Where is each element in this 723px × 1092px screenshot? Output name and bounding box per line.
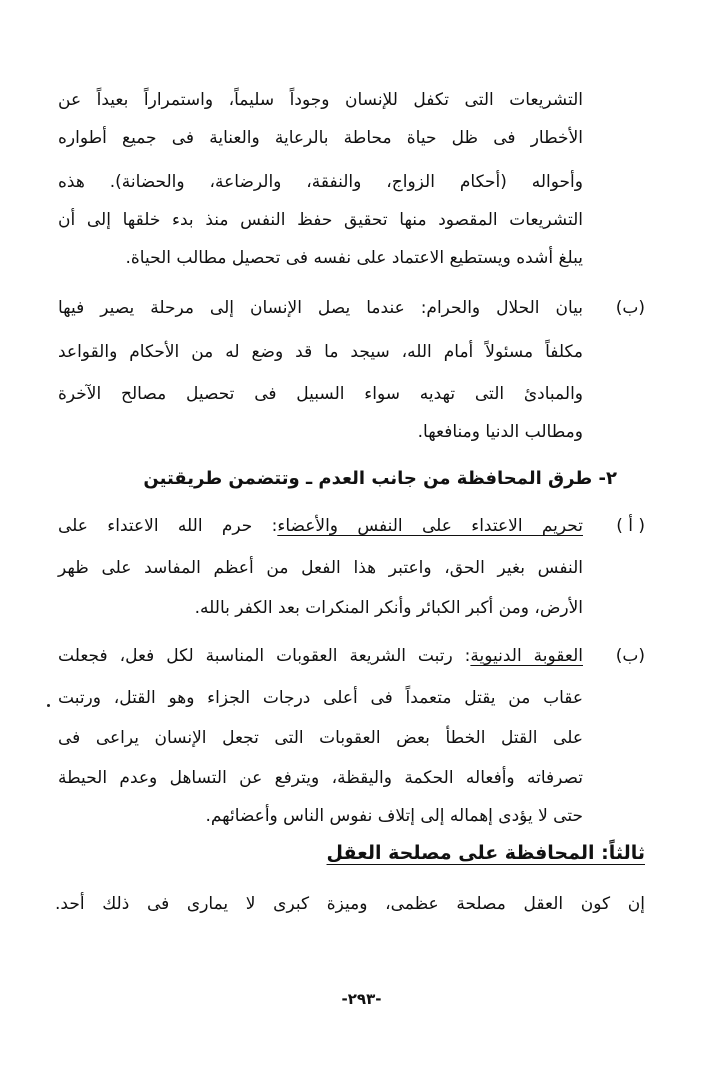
section-heading: ٢- طرق المحافظة من جانب العدم ـ وتتضمن طريقتين [143,468,617,489]
list-item-line: على القتل الخطأ بعض العقوبات التى تجعل الإنسان يراعى فى [58,728,583,748]
item-title-rest: : رتبت الشريعة العقوبات المناسبة لكل فعل، فجعلت [58,646,471,666]
scan-speck [47,704,50,707]
item-title: العقوبة الدنيوية [470,646,583,666]
list-item-line: حتى لا يؤدى إهماله إلى إتلاف نفوس الناس وأعضائهم. [205,806,583,826]
item-title-rest: : حرم الله الاعتداء على [58,516,278,536]
list-marker: (ب) [615,646,645,666]
list-item-first-line [58,514,583,538]
list-item-line: النفس بغير الحق، واعتبر هذا الفعل من أعظم المفاسد على ظهر [58,558,583,578]
list-item-first-line [58,644,583,668]
list-item-line: الأرض، ومن أكبر الكبائر وأنكر المنكرات بعد الكفر بالله. [194,598,583,618]
list-item-line: مكلفاً مسئولاً أمام الله، سيجد ما قد وضع له من الأحكام والقواعد [58,342,583,362]
list-item-line: والمبادئ التى تهديه سواء السبيل فى تحصيل مصالح الآخرة [58,384,583,404]
paragraph-line: إن كون العقل مصلحة عظمى، وميزة كبرى لا يمارى فى ذلك أحد. [55,894,645,914]
list-item-line: عقاب من يقتل متعمداً فى أعلى درجات الجزاء وهو القتل، ورتبت [58,688,583,708]
list-marker: (ب) [615,298,645,318]
section-title-text: ثالثاً: المحافظة على مصلحة العقل [326,842,645,864]
list-marker: ( أ ) [616,516,645,536]
paragraph-line: التشريعات المقصود منها تحقيق حفظ النفس منذ بدء خلقها إلى أن [58,210,583,230]
paragraph-line: يبلغ أشده ويستطيع الاعتماد على نفسه فى تحصيل مطالب الحياة. [125,248,583,268]
list-item-line: تصرفاته وأفعاله الحكمة واليقظة، ويترفع عن التساهل وعدم الحيطة [58,768,583,788]
list-item-line: بيان الحلال والحرام: عندما يصل الإنسان إلى مرحلة يصير فيها [58,298,583,318]
list-item-line: ومطالب الدنيا ومنافعها. [417,422,583,442]
paragraph-line: الأخطار فى ظل حياة محاطة بالرعاية والعناية فى جميع أطواره [58,128,583,148]
item-title: تحريم الاعتداء على النفس والأعضاء [277,516,583,536]
page-number: -٢٩٣- [341,990,382,1008]
paragraph-line: التشريعات التى تكفل للإنسان وجوداً سليماً، واستمراراً بعيداً عن [58,90,583,110]
paragraph-line: وأحواله (أحكام الزواج، والنفقة، والرضاعة، والحضانة). هذه [58,172,583,192]
section-title [327,840,645,866]
